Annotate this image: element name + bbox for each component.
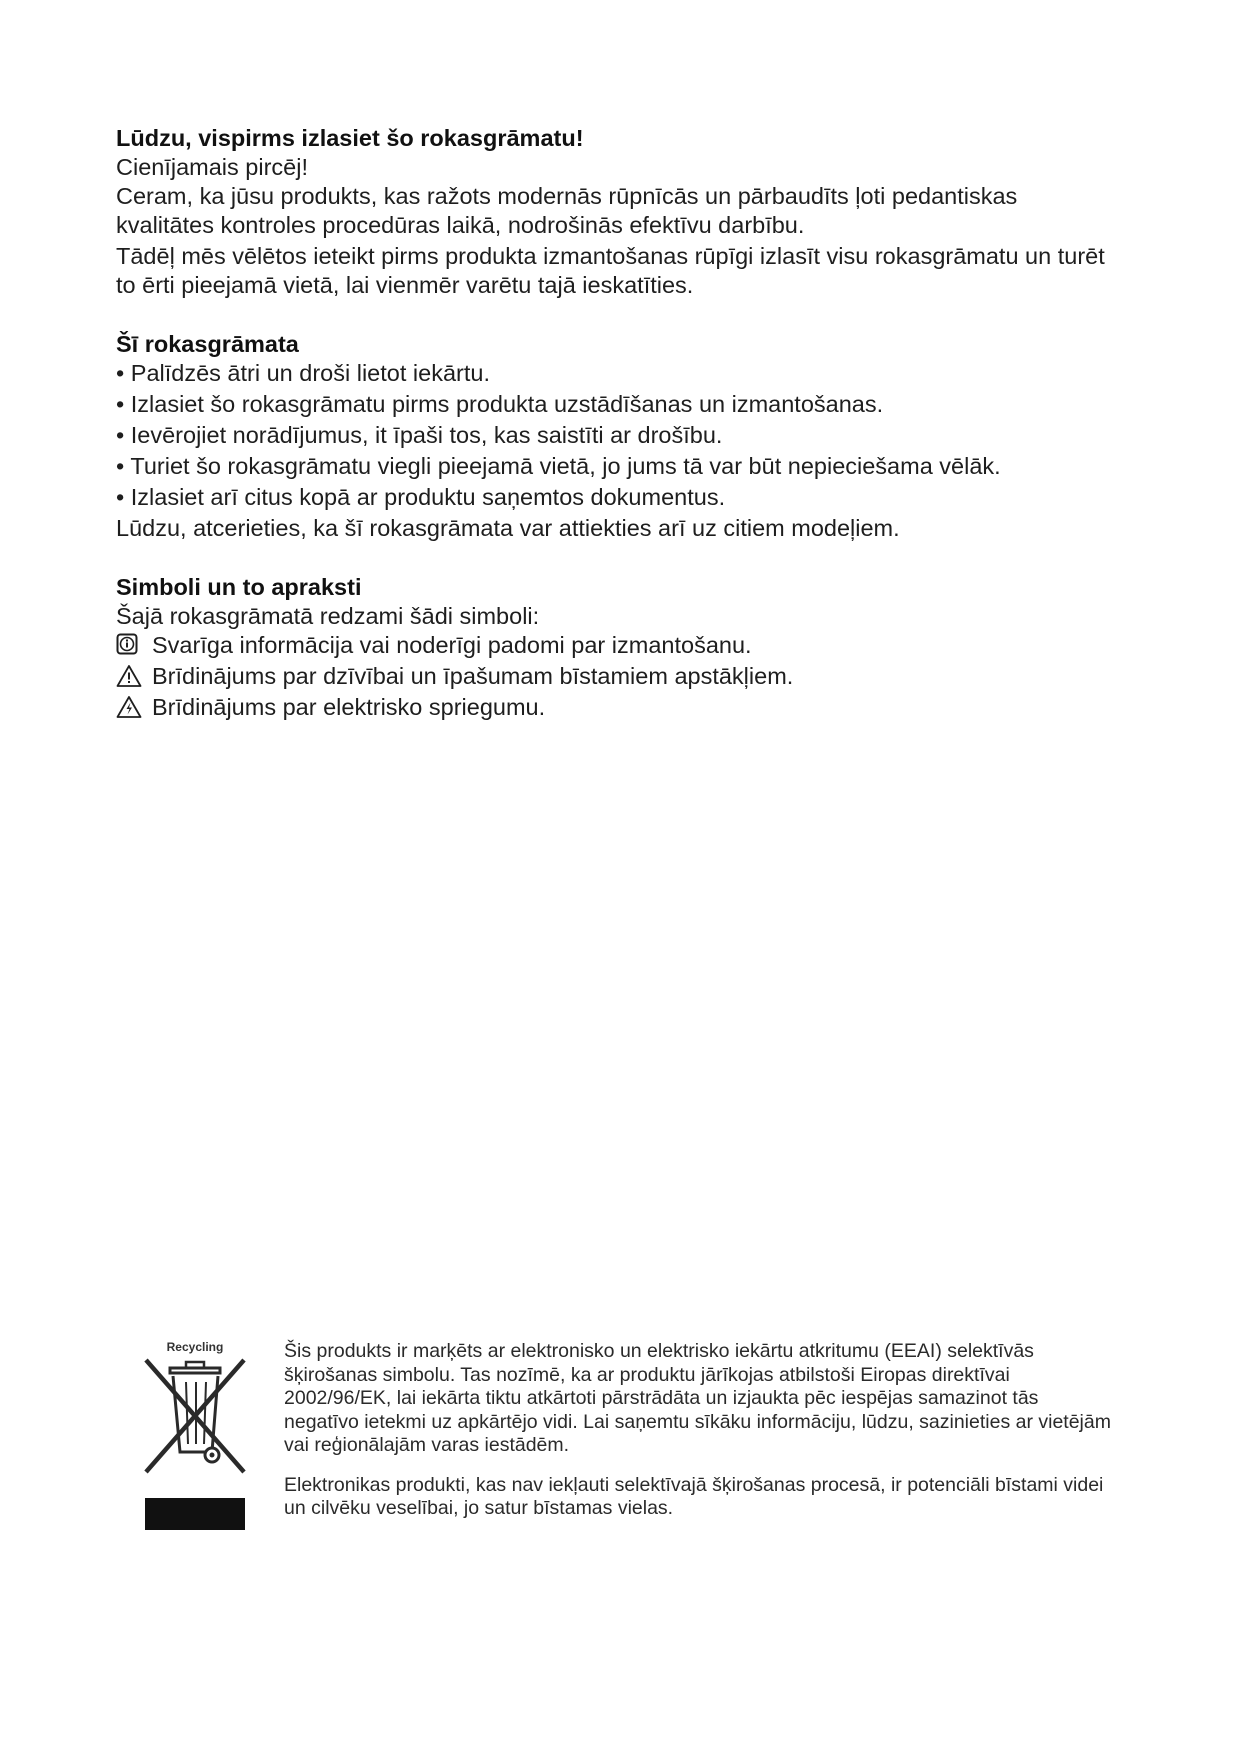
intro-paragraph-2: Tādēļ mēs vēlētos ieteikt pirms produkta izmantošanas rūpīgi izlasīt visu rokasgrāmatu un turēt to ērti pieejamā vietā, lai vienmēr varētu tajā ieskatīties. xyxy=(116,243,1105,298)
info-icon xyxy=(116,633,142,659)
list-item: • Izlasiet arī citus kopā ar produktu saņemtos dokumentus. xyxy=(116,483,1116,512)
manual-intro-content xyxy=(116,124,1116,724)
list-item: • Turiet šo rokasgrāmatu viegli pieejamā vietā, jo jums tā var būt nepieciešama vēlāk. xyxy=(116,452,1116,481)
manual-section-title: Šī rokasgrāmata xyxy=(116,331,299,357)
symbol-description: Brīdinājums par dzīvībai un īpašumam bīstamiem apstākļiem. xyxy=(152,663,794,689)
recycling-notice xyxy=(140,1340,1111,1580)
intro-paragraph-1: Ceram, ka jūsu produkts, kas ražots modernās rūpnīcās un pārbaudīts ļoti pedantiskas kvalitātes kontroles procedūras laikā, nodrošinās efektīvu darbību. xyxy=(116,183,1018,238)
recycling-paragraph-1: Šis produkts ir marķēts ar elektronisko un elektrisko iekārtu atkritumu (EEAI) selektīvās šķirošanas simbolu. Tas nozīmē, ka ar produktu jārīkojas atbilstoši Eiropas direktīvai 2002/96/EK, lai iekārta tiktu atkārtoti pārstrādāta un izjaukta pēc iespējas samazinot tās negatīvo ietekmi uz apkārtējo vidi. Lai saņemtu sīkāku informāciju, lūdzu, sazinieties ar vietējām vai reģionālajām varas iestādēm. xyxy=(284,1340,1111,1456)
intro-greeting: Cienījamais pircēj! xyxy=(116,154,308,180)
manual-note: Lūdzu, atcerieties, ka šī rokasgrāmata var attiekties arī uz citiem modeļiem. xyxy=(116,515,900,541)
symbol-row-info xyxy=(116,631,1116,660)
warning-triangle-icon xyxy=(116,664,142,690)
list-item: • Palīdzēs ātri un droši lietot iekārtu. xyxy=(116,359,1116,388)
weee-crossed-bin-icon xyxy=(140,1340,250,1540)
symbols-intro: Šajā rokasgrāmatā redzami šādi simboli: xyxy=(116,603,540,629)
manual-bullet-list xyxy=(116,359,1116,512)
symbol-description: Svarīga informācija vai noderīgi padomi par izmantošanu. xyxy=(152,632,752,658)
recycling-text xyxy=(284,1340,1114,1521)
recycling-label: Recycling xyxy=(166,1340,224,1354)
list-item: • Ievērojiet norādījumus, it īpaši tos, kas saistīti ar drošību. xyxy=(116,421,1116,450)
intro-title: Lūdzu, vispirms izlasiet šo rokasgrāmatu! xyxy=(116,125,584,151)
list-item: • Izlasiet šo rokasgrāmatu pirms produkta uzstādīšanas un izmantošanas. xyxy=(116,390,1116,419)
symbols-section-title: Simboli un to apraksti xyxy=(116,574,362,600)
electric-warning-icon xyxy=(116,695,142,721)
recycling-paragraph-2: Elektronikas produkti, kas nav iekļauti selektīvajā šķirošanas procesā, ir potenciāli bīstami videi un cilvēku veselībai, jo satur bīstamas vielas. xyxy=(284,1473,1104,1519)
symbol-row-electric xyxy=(116,693,1116,722)
symbol-description: Brīdinājums par elektrisko spriegumu. xyxy=(152,694,546,720)
symbol-row-warning xyxy=(116,662,1116,691)
